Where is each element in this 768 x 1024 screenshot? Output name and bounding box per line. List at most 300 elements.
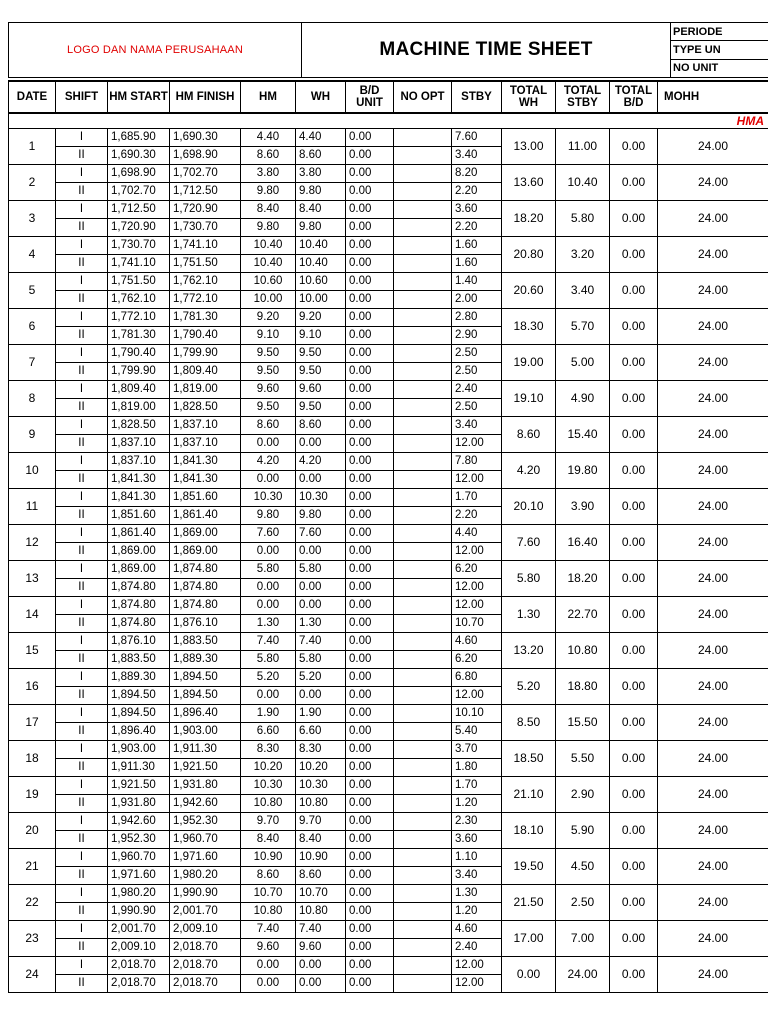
stby-cell: 2.80 [452,309,502,327]
stby-cell: 6.80 [452,669,502,687]
hm-cell: 0.00 [241,597,296,615]
hm-start-cell: 1,861.40 [108,525,170,543]
hm-finish-cell: 1,894.50 [170,669,241,687]
machine-time-sheet [8,22,768,993]
no-opt-cell [394,687,452,705]
wh-cell: 1.90 [296,705,346,723]
total-bd-cell: 0.00 [610,453,658,489]
total-stby-cell: 2.50 [556,885,610,921]
date-cell: 12 [9,525,56,561]
date-cell: 3 [9,201,56,237]
header-meta [671,23,768,77]
hm-finish-cell: 1,751.50 [170,255,241,273]
stby-cell: 2.50 [452,399,502,417]
col-mohh: MOHH [658,81,768,113]
bd-unit-cell: 0.00 [346,345,394,363]
bd-unit-cell: 0.00 [346,795,394,813]
hm-finish-cell: 2,018.70 [170,957,241,975]
hm-cell: 3.80 [241,165,296,183]
col-shift: SHIFT [56,81,108,113]
hm-start-cell: 1,894.50 [108,687,170,705]
stby-cell: 1.70 [452,489,502,507]
date-cell: 6 [9,309,56,345]
hm-finish-cell: 1,720.90 [170,201,241,219]
bd-unit-cell: 0.00 [346,957,394,975]
shift-cell: II [56,795,108,813]
bd-unit-cell: 0.00 [346,705,394,723]
stby-cell: 3.60 [452,201,502,219]
shift-cell: I [56,489,108,507]
date-cell: 8 [9,381,56,417]
table-row [9,669,768,687]
total-bd-cell: 0.00 [610,201,658,237]
hm-start-cell: 1,952.30 [108,831,170,849]
bd-unit-cell: 0.00 [346,147,394,165]
bd-unit-cell: 0.00 [346,543,394,561]
shift-cell: I [56,705,108,723]
shift-cell: II [56,615,108,633]
hm-start-cell: 1,690.30 [108,147,170,165]
no-opt-cell [394,543,452,561]
wh-cell: 6.60 [296,723,346,741]
hm-finish-cell: 1,869.00 [170,543,241,561]
total-stby-cell: 4.90 [556,381,610,417]
wh-cell: 0.00 [296,957,346,975]
total-stby-cell: 16.40 [556,525,610,561]
total-bd-cell: 0.00 [610,273,658,309]
mohh-cell: 24.00 [658,705,768,741]
total-stby-cell: 3.90 [556,489,610,525]
hm-finish-cell: 1,698.90 [170,147,241,165]
no-opt-cell [394,615,452,633]
time-sheet-table [8,80,768,993]
hm-finish-cell: 1,960.70 [170,831,241,849]
hm-start-cell: 1,781.30 [108,327,170,345]
table-row [9,705,768,723]
wh-cell: 10.40 [296,237,346,255]
hm-start-cell: 1,799.90 [108,363,170,381]
total-stby-cell: 7.00 [556,921,610,957]
hm-start-cell: 1,837.10 [108,453,170,471]
no-opt-cell [394,723,452,741]
no-opt-cell [394,147,452,165]
hm-start-cell: 2,018.70 [108,957,170,975]
date-cell: 5 [9,273,56,309]
total-wh-cell: 0.00 [502,957,556,993]
mohh-cell: 24.00 [658,849,768,885]
hm-cell: 7.40 [241,921,296,939]
total-wh-cell: 13.00 [502,129,556,165]
total-wh-cell: 5.20 [502,669,556,705]
hm-cell: 10.20 [241,759,296,777]
wh-cell: 8.40 [296,831,346,849]
no-opt-cell [394,903,452,921]
shift-cell: II [56,867,108,885]
hm-finish-cell: 1,841.30 [170,453,241,471]
wh-cell: 9.80 [296,183,346,201]
total-stby-cell: 15.40 [556,417,610,453]
no-opt-cell [394,705,452,723]
table-row [9,597,768,615]
hm-cell: 9.70 [241,813,296,831]
wh-cell: 3.80 [296,165,346,183]
stby-cell: 12.00 [452,975,502,993]
total-bd-cell: 0.00 [610,633,658,669]
wh-cell: 9.10 [296,327,346,345]
total-wh-cell: 4.20 [502,453,556,489]
stby-cell: 1.20 [452,795,502,813]
total-stby-cell: 11.00 [556,129,610,165]
hm-start-cell: 1,841.30 [108,489,170,507]
bd-unit-cell: 0.00 [346,399,394,417]
no-opt-cell [394,867,452,885]
mohh-cell: 24.00 [658,165,768,201]
bd-unit-cell: 0.00 [346,309,394,327]
total-wh-cell: 19.00 [502,345,556,381]
total-stby-cell: 19.80 [556,453,610,489]
wh-cell: 10.70 [296,885,346,903]
col-wh: WH [296,81,346,113]
no-opt-cell [394,885,452,903]
total-wh-cell: 20.60 [502,273,556,309]
table-row [9,381,768,399]
bd-unit-cell: 0.00 [346,183,394,201]
stby-cell: 5.40 [452,723,502,741]
col-hm: HM [241,81,296,113]
bd-unit-cell: 0.00 [346,435,394,453]
hm-finish-cell: 1,762.10 [170,273,241,291]
shift-cell: I [56,813,108,831]
hm-finish-cell: 1,874.80 [170,561,241,579]
shift-cell: I [56,237,108,255]
hm-finish-cell: 1,971.60 [170,849,241,867]
hm-start-cell: 2,001.70 [108,921,170,939]
total-bd-cell: 0.00 [610,741,658,777]
stby-cell: 8.20 [452,165,502,183]
total-bd-cell: 0.00 [610,381,658,417]
stby-cell: 1.10 [452,849,502,867]
no-opt-cell [394,489,452,507]
wh-cell: 10.60 [296,273,346,291]
hm-start-cell: 1,772.10 [108,309,170,327]
hm-start-cell: 1,874.80 [108,597,170,615]
hm-cell: 9.60 [241,381,296,399]
date-cell: 24 [9,957,56,993]
stby-cell: 3.40 [452,867,502,885]
hm-cell: 4.40 [241,129,296,147]
hm-cell: 8.30 [241,741,296,759]
total-wh-cell: 5.80 [502,561,556,597]
bd-unit-cell: 0.00 [346,885,394,903]
table-row [9,345,768,363]
wh-cell: 8.30 [296,741,346,759]
bd-unit-cell: 0.00 [346,579,394,597]
col-bd-unit: B/D UNIT [346,81,394,113]
no-opt-cell [394,165,452,183]
hm-cell: 4.20 [241,453,296,471]
no-opt-cell [394,453,452,471]
shift-cell: II [56,327,108,345]
stby-cell: 12.00 [452,957,502,975]
shift-cell: II [56,291,108,309]
no-opt-cell [394,561,452,579]
mohh-cell: 24.00 [658,633,768,669]
shift-cell: I [56,345,108,363]
date-cell: 18 [9,741,56,777]
hm-finish-cell: 1,911.30 [170,741,241,759]
hm-cell: 9.50 [241,363,296,381]
hm-finish-cell: 1,730.70 [170,219,241,237]
bd-unit-cell: 0.00 [346,363,394,381]
table-row [9,849,768,867]
stby-cell: 2.50 [452,345,502,363]
hm-finish-cell: 1,921.50 [170,759,241,777]
wh-cell: 4.40 [296,129,346,147]
hm-cell: 9.60 [241,939,296,957]
bd-unit-cell: 0.00 [346,615,394,633]
bd-unit-cell: 0.00 [346,417,394,435]
hm-start-cell: 1,702.70 [108,183,170,201]
total-wh-cell: 19.50 [502,849,556,885]
date-cell: 21 [9,849,56,885]
wh-cell: 9.80 [296,219,346,237]
wh-cell: 8.60 [296,417,346,435]
hma-label: HMA [658,113,768,129]
hm-finish-cell: 1,889.30 [170,651,241,669]
shift-cell: II [56,399,108,417]
no-opt-cell [394,183,452,201]
stby-cell: 4.60 [452,921,502,939]
shift-cell: I [56,957,108,975]
bd-unit-cell: 0.00 [346,201,394,219]
col-hm-start: HM START [108,81,170,113]
bd-unit-cell: 0.00 [346,975,394,993]
total-wh-cell: 18.50 [502,741,556,777]
total-wh-cell: 13.20 [502,633,556,669]
mohh-cell: 24.00 [658,453,768,489]
total-bd-cell: 0.00 [610,813,658,849]
wh-cell: 10.80 [296,903,346,921]
wh-cell: 10.40 [296,255,346,273]
hm-start-cell: 1,980.20 [108,885,170,903]
hm-finish-cell: 1,819.00 [170,381,241,399]
no-opt-cell [394,849,452,867]
shift-cell: I [56,417,108,435]
total-stby-cell: 18.20 [556,561,610,597]
stby-cell: 3.60 [452,831,502,849]
date-cell: 10 [9,453,56,489]
wh-cell: 8.60 [296,867,346,885]
meta-periode: PERIODE [671,23,768,41]
bd-unit-cell: 0.00 [346,777,394,795]
wh-cell: 4.20 [296,453,346,471]
no-opt-cell [394,669,452,687]
bd-unit-cell: 0.00 [346,903,394,921]
hm-start-cell: 1,851.60 [108,507,170,525]
hm-finish-cell: 1,980.20 [170,867,241,885]
shift-cell: II [56,903,108,921]
hm-cell: 10.70 [241,885,296,903]
mohh-cell: 24.00 [658,129,768,165]
total-stby-cell: 5.80 [556,201,610,237]
shift-cell: I [56,561,108,579]
total-bd-cell: 0.00 [610,669,658,705]
wh-cell: 9.70 [296,813,346,831]
shift-cell: I [56,453,108,471]
mohh-cell: 24.00 [658,309,768,345]
total-wh-cell: 7.60 [502,525,556,561]
hm-finish-cell: 2,018.70 [170,939,241,957]
table-row [9,741,768,759]
mohh-cell: 24.00 [658,885,768,921]
col-hm-finish: HM FINISH [170,81,241,113]
bd-unit-cell: 0.00 [346,237,394,255]
bd-unit-cell: 0.00 [346,651,394,669]
no-opt-cell [394,417,452,435]
total-wh-cell: 20.80 [502,237,556,273]
hm-cell: 8.60 [241,417,296,435]
hm-cell: 9.10 [241,327,296,345]
date-cell: 17 [9,705,56,741]
date-cell: 1 [9,129,56,165]
hm-cell: 10.40 [241,255,296,273]
bd-unit-cell: 0.00 [346,813,394,831]
hm-start-cell: 1,720.90 [108,219,170,237]
stby-cell: 1.40 [452,273,502,291]
wh-cell: 0.00 [296,687,346,705]
table-row [9,777,768,795]
stby-cell: 4.60 [452,633,502,651]
col-total-wh: TOTAL WH [502,81,556,113]
total-wh-cell: 20.10 [502,489,556,525]
hm-start-cell: 1,819.00 [108,399,170,417]
col-stby: STBY [452,81,502,113]
shift-cell: I [56,633,108,651]
hm-cell: 10.30 [241,489,296,507]
hm-cell: 10.40 [241,237,296,255]
stby-cell: 2.90 [452,327,502,345]
date-cell: 14 [9,597,56,633]
hm-cell: 6.60 [241,723,296,741]
wh-cell: 1.30 [296,615,346,633]
wh-cell: 9.50 [296,345,346,363]
no-opt-cell [394,399,452,417]
hm-cell: 9.20 [241,309,296,327]
bd-unit-cell: 0.00 [346,507,394,525]
total-stby-cell: 5.90 [556,813,610,849]
wh-cell: 9.50 [296,363,346,381]
hm-finish-cell: 1,837.10 [170,435,241,453]
stby-cell: 10.70 [452,615,502,633]
no-opt-cell [394,777,452,795]
mohh-cell: 24.00 [658,489,768,525]
shift-cell: I [56,129,108,147]
hm-cell: 10.00 [241,291,296,309]
stby-cell: 12.00 [452,597,502,615]
hm-start-cell: 1,751.50 [108,273,170,291]
wh-cell: 10.30 [296,777,346,795]
stby-cell: 6.20 [452,651,502,669]
meta-no-unit: NO UNIT [673,62,719,75]
bd-unit-cell: 0.00 [346,219,394,237]
hm-cell: 7.40 [241,633,296,651]
total-bd-cell: 0.00 [610,417,658,453]
hm-cell: 8.40 [241,201,296,219]
hm-cell: 9.80 [241,219,296,237]
hm-start-cell: 1,869.00 [108,561,170,579]
hm-finish-cell: 1,772.10 [170,291,241,309]
hm-cell: 0.00 [241,471,296,489]
date-cell: 13 [9,561,56,597]
no-opt-cell [394,759,452,777]
hm-finish-cell: 1,942.60 [170,795,241,813]
shift-cell: II [56,831,108,849]
wh-cell: 0.00 [296,543,346,561]
bd-unit-cell: 0.00 [346,129,394,147]
mohh-cell: 24.00 [658,777,768,813]
hm-cell: 1.90 [241,705,296,723]
wh-cell: 10.80 [296,795,346,813]
shift-cell: II [56,687,108,705]
stby-cell: 12.00 [452,471,502,489]
hm-finish-cell: 2,009.10 [170,921,241,939]
hm-start-cell: 1,903.00 [108,741,170,759]
no-opt-cell [394,579,452,597]
total-wh-cell: 18.30 [502,309,556,345]
hm-cell: 0.00 [241,687,296,705]
hm-finish-cell: 1,883.50 [170,633,241,651]
wh-cell: 10.90 [296,849,346,867]
hm-finish-cell: 1,809.40 [170,363,241,381]
shift-cell: I [56,921,108,939]
date-cell: 11 [9,489,56,525]
no-opt-cell [394,435,452,453]
table-row [9,561,768,579]
shift-cell: II [56,543,108,561]
shift-cell: I [56,381,108,399]
bd-unit-cell: 0.00 [346,255,394,273]
date-cell: 4 [9,237,56,273]
hm-finish-cell: 2,018.70 [170,975,241,993]
no-opt-cell [394,597,452,615]
hm-cell: 8.60 [241,147,296,165]
no-opt-cell [394,975,452,993]
hm-finish-cell: 1,861.40 [170,507,241,525]
stby-cell: 10.10 [452,705,502,723]
column-header-row [9,81,768,113]
total-bd-cell: 0.00 [610,525,658,561]
total-bd-cell: 0.00 [610,489,658,525]
total-stby-cell: 24.00 [556,957,610,993]
total-bd-cell: 0.00 [610,849,658,885]
bd-unit-cell: 0.00 [346,849,394,867]
sheet-header [8,22,768,78]
wh-cell: 8.60 [296,147,346,165]
wh-cell: 0.00 [296,579,346,597]
hm-cell: 0.00 [241,957,296,975]
mohh-cell: 24.00 [658,237,768,273]
shift-cell: II [56,219,108,237]
no-opt-cell [394,273,452,291]
total-wh-cell: 19.10 [502,381,556,417]
hm-cell: 0.00 [241,579,296,597]
total-stby-cell: 3.40 [556,273,610,309]
hm-start-cell: 1,828.50 [108,417,170,435]
shift-cell: I [56,309,108,327]
hm-cell: 5.80 [241,561,296,579]
hm-start-cell: 1,685.90 [108,129,170,147]
hm-cell: 9.80 [241,507,296,525]
